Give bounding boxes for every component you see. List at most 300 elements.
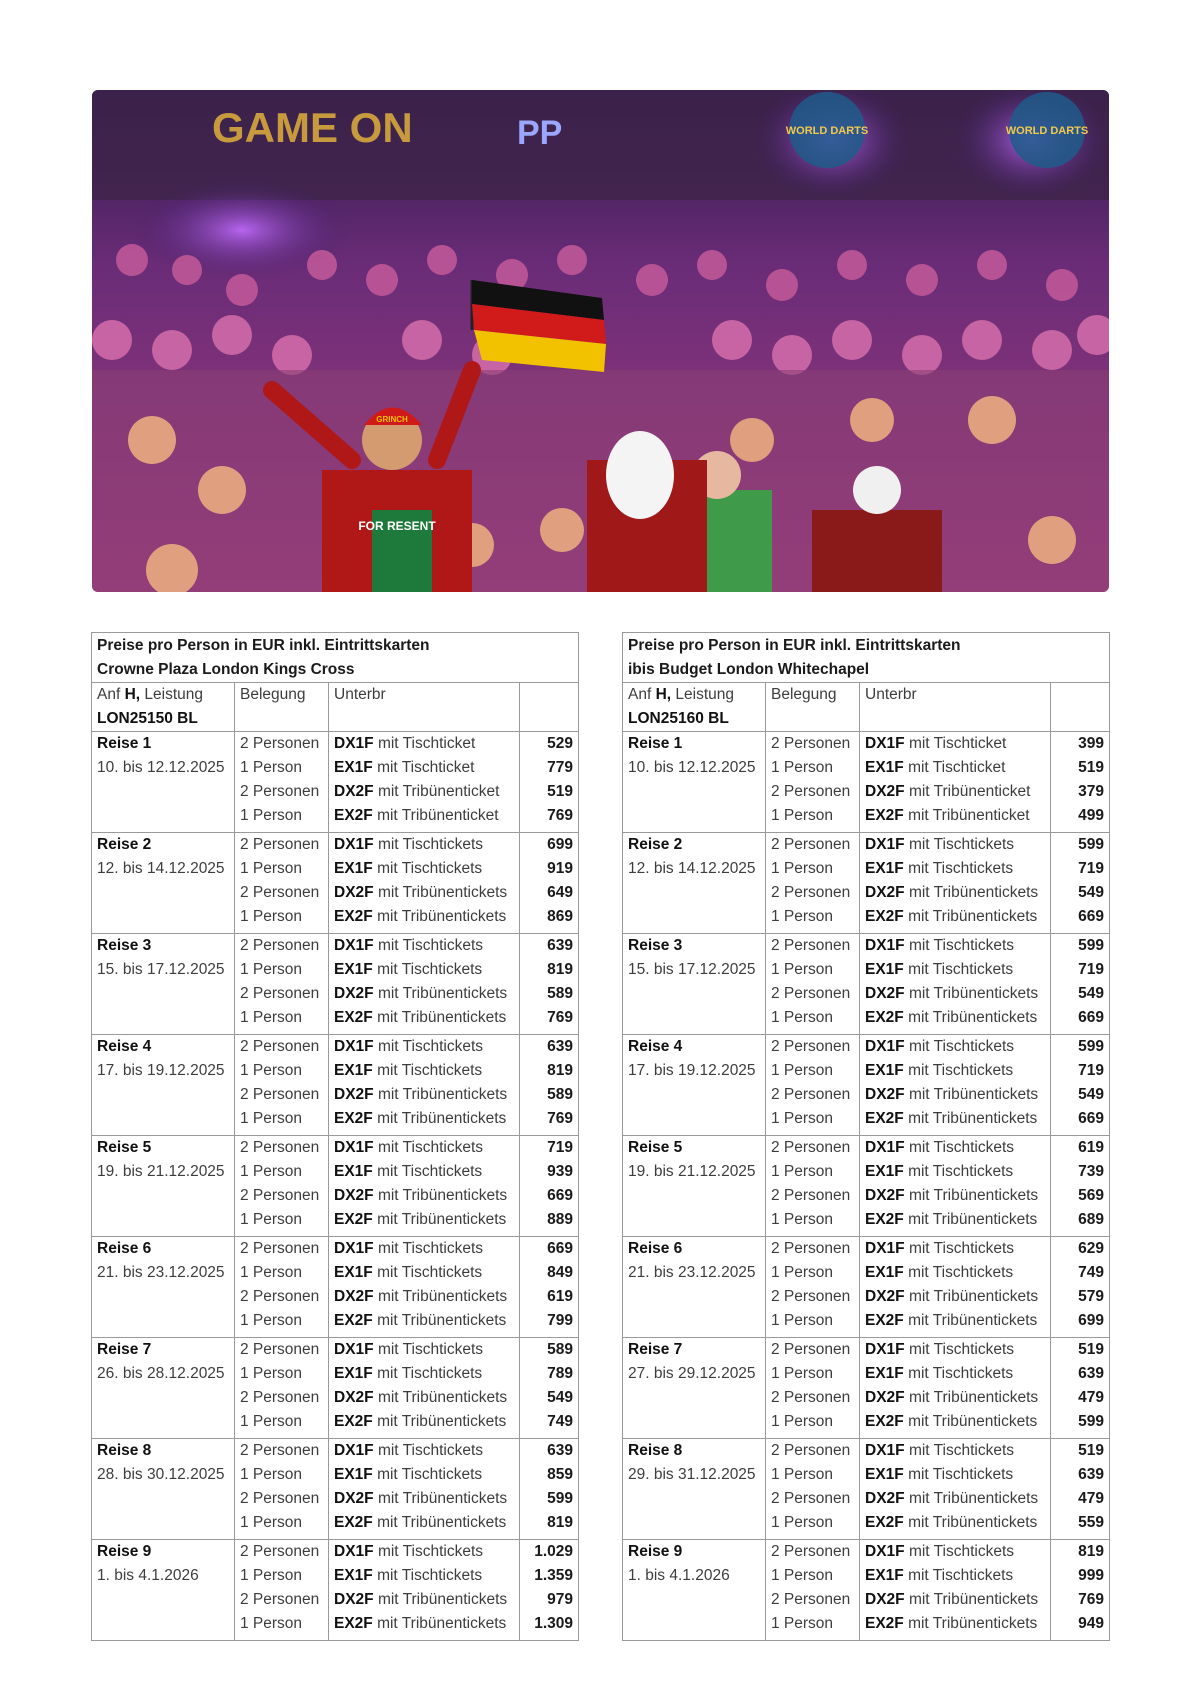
service-line bbox=[865, 1184, 1045, 1208]
price: 949 bbox=[1078, 1615, 1105, 1632]
service-desc: mit Tischtickets bbox=[908, 1341, 1015, 1358]
service-line bbox=[865, 1208, 1045, 1232]
price: 629 bbox=[1078, 1240, 1105, 1257]
occupancy: 1 Person bbox=[240, 1514, 303, 1531]
service-line bbox=[865, 833, 1045, 857]
banner-right-text: WORLD DARTS bbox=[1005, 125, 1089, 137]
service-desc: mit Tribünentickets bbox=[908, 1591, 1039, 1608]
table-title bbox=[623, 633, 1110, 683]
occupancy: 2 Personen bbox=[771, 1240, 851, 1257]
service-line bbox=[334, 833, 514, 857]
price-table-ibis-budget bbox=[622, 632, 1110, 1641]
service-code: DX1F bbox=[865, 1442, 905, 1459]
service-cell bbox=[329, 1035, 520, 1136]
service-desc: mit Tischtickets bbox=[908, 1163, 1014, 1180]
col-price bbox=[520, 683, 579, 732]
price: 719 bbox=[1078, 860, 1105, 877]
trip-dates: 1. bis 4.1.2026 bbox=[628, 1567, 730, 1584]
occupancy: 2 Personen bbox=[771, 836, 851, 853]
service-line bbox=[334, 1511, 514, 1535]
service-line bbox=[865, 1511, 1045, 1535]
trip-block bbox=[92, 833, 579, 934]
price: 549 bbox=[1078, 884, 1105, 901]
price-cell bbox=[520, 833, 579, 934]
service-desc: mit Tischtickets bbox=[377, 937, 484, 954]
service-desc: mit Tischtickets bbox=[377, 860, 483, 877]
occupancy: 2 Personen bbox=[771, 783, 851, 800]
service-desc: mit Tribünentickets bbox=[377, 1086, 508, 1103]
occupancy: 2 Personen bbox=[771, 1442, 851, 1459]
service-code: DX2F bbox=[865, 1591, 905, 1608]
service-desc: mit Tischtickets bbox=[908, 1240, 1015, 1257]
service-line bbox=[334, 1439, 514, 1463]
service-cell bbox=[860, 833, 1051, 934]
service-desc: mit Tischtickets bbox=[908, 937, 1015, 954]
occupancy-cell bbox=[766, 833, 860, 934]
service-line bbox=[334, 905, 514, 929]
service-line bbox=[334, 857, 514, 881]
service-code: DX2F bbox=[865, 1086, 905, 1103]
leistung-label: Leistung bbox=[140, 686, 203, 703]
service-code: DX1F bbox=[865, 735, 905, 752]
occupancy-cell bbox=[766, 1035, 860, 1136]
service-code: DX1F bbox=[334, 1543, 374, 1560]
occupancy-cell bbox=[235, 833, 329, 934]
occupancy: 2 Personen bbox=[240, 985, 320, 1002]
service-desc: mit Tribünentickets bbox=[908, 1211, 1038, 1228]
service-desc: mit Tribünentickets bbox=[377, 884, 508, 901]
service-desc: mit Tribünenticket bbox=[377, 783, 500, 800]
service-line bbox=[334, 1564, 514, 1588]
trip-name: Reise 3 bbox=[628, 937, 683, 954]
occupancy: 2 Personen bbox=[240, 1240, 320, 1257]
service-code: EX1F bbox=[334, 1163, 373, 1180]
service-desc: mit Tribünentickets bbox=[377, 1110, 507, 1127]
hotel-name: Crowne Plaza London Kings Cross bbox=[97, 661, 355, 678]
service-code: EX2F bbox=[334, 1514, 373, 1531]
service-desc: mit Tischtickets bbox=[377, 1264, 483, 1281]
col-price bbox=[1051, 683, 1110, 732]
occupancy: 1 Person bbox=[771, 908, 834, 925]
col-belegung: Belegung bbox=[235, 683, 329, 732]
price: 549 bbox=[547, 1389, 574, 1406]
price: 819 bbox=[547, 1062, 574, 1079]
trip-dates: 19. bis 21.12.2025 bbox=[628, 1163, 756, 1180]
service-code: DX1F bbox=[865, 836, 905, 853]
trip-block bbox=[92, 1439, 579, 1540]
service-code: EX2F bbox=[865, 1615, 904, 1632]
price: 639 bbox=[547, 937, 574, 954]
title-line1: Preise pro Person in EUR inkl. Eintrittskarten bbox=[628, 637, 961, 654]
price: 479 bbox=[1078, 1490, 1105, 1507]
occupancy-cell bbox=[766, 1237, 860, 1338]
service-desc: mit Tribünentickets bbox=[377, 1591, 508, 1608]
service-desc: mit Tischtickets bbox=[908, 1543, 1015, 1560]
price: 619 bbox=[1078, 1139, 1105, 1156]
trip-block bbox=[623, 1237, 1110, 1338]
trip-block bbox=[623, 934, 1110, 1035]
service-code: EX1F bbox=[334, 1365, 373, 1382]
occupancy: 1 Person bbox=[771, 1264, 834, 1281]
trip-dates: 12. bis 14.12.2025 bbox=[628, 860, 756, 877]
trip-info bbox=[623, 1035, 766, 1136]
service-line bbox=[865, 1463, 1045, 1487]
service-code: DX1F bbox=[865, 937, 905, 954]
service-cell bbox=[860, 1035, 1051, 1136]
service-desc: mit Tribünentickets bbox=[908, 1514, 1038, 1531]
price: 1.029 bbox=[534, 1543, 574, 1560]
service-desc: mit Tischtickets bbox=[377, 1365, 483, 1382]
occupancy-cell bbox=[235, 1035, 329, 1136]
service-desc: mit Tischtickets bbox=[377, 1442, 484, 1459]
trip-name: Reise 7 bbox=[628, 1341, 683, 1358]
service-desc: mit Tribünentickets bbox=[377, 1312, 507, 1329]
occupancy-cell bbox=[766, 732, 860, 833]
trip-block bbox=[92, 1540, 579, 1641]
service-desc: mit Tribünenticket bbox=[908, 783, 1031, 800]
service-cell bbox=[860, 1540, 1051, 1641]
service-desc: mit Tischtickets bbox=[377, 1139, 484, 1156]
occupancy: 2 Personen bbox=[240, 1389, 320, 1406]
price: 689 bbox=[1078, 1211, 1105, 1228]
service-line bbox=[334, 1463, 514, 1487]
service-cell bbox=[329, 1439, 520, 1540]
service-desc: mit Tischtickets bbox=[908, 961, 1014, 978]
service-line bbox=[334, 804, 514, 828]
occupancy: 2 Personen bbox=[771, 1341, 851, 1358]
service-code: EX1F bbox=[334, 1567, 373, 1584]
occupancy-cell bbox=[235, 934, 329, 1035]
service-desc: mit Tischtickets bbox=[377, 1543, 484, 1560]
occupancy: 1 Person bbox=[771, 1567, 834, 1584]
price: 819 bbox=[547, 961, 574, 978]
price-cell bbox=[1051, 1136, 1110, 1237]
service-code: EX2F bbox=[865, 1514, 904, 1531]
service-code: EX1F bbox=[334, 759, 373, 776]
service-line bbox=[334, 1237, 514, 1261]
price: 559 bbox=[1078, 1514, 1105, 1531]
anf-h: H, bbox=[655, 686, 672, 703]
occupancy: 2 Personen bbox=[240, 735, 320, 752]
sweater-text: FOR RESENT bbox=[358, 519, 436, 533]
occupancy: 1 Person bbox=[771, 1110, 834, 1127]
service-line bbox=[865, 982, 1045, 1006]
service-code: DX2F bbox=[865, 1187, 905, 1204]
trip-dates: 10. bis 12.12.2025 bbox=[628, 759, 756, 776]
service-code: EX2F bbox=[865, 807, 904, 824]
service-code: EX2F bbox=[865, 1211, 904, 1228]
service-desc: mit Tischtickets bbox=[908, 1442, 1015, 1459]
occupancy: 2 Personen bbox=[240, 836, 320, 853]
service-line bbox=[334, 1338, 514, 1362]
trip-dates: 12. bis 14.12.2025 bbox=[97, 860, 225, 877]
price: 639 bbox=[547, 1038, 574, 1055]
service-desc: mit Tribünentickets bbox=[377, 1490, 508, 1507]
trip-info bbox=[92, 1338, 235, 1439]
price: 519 bbox=[1078, 1341, 1105, 1358]
service-code: DX1F bbox=[334, 1038, 374, 1055]
price-table-crowne-plaza bbox=[91, 632, 579, 1641]
service-desc: mit Tribünentickets bbox=[908, 1009, 1038, 1026]
service-line bbox=[334, 1107, 514, 1131]
crowd-illustration bbox=[92, 90, 1109, 592]
price: 499 bbox=[1078, 807, 1105, 824]
anf-label: Anf bbox=[97, 686, 125, 703]
price: 599 bbox=[1078, 937, 1105, 954]
occupancy-cell bbox=[235, 1439, 329, 1540]
trip-block bbox=[92, 934, 579, 1035]
service-desc: mit Tribünentickets bbox=[908, 908, 1038, 925]
service-desc: mit Tischtickets bbox=[908, 1567, 1014, 1584]
service-cell bbox=[860, 1439, 1051, 1540]
trip-dates: 27. bis 29.12.2025 bbox=[628, 1365, 756, 1382]
price: 999 bbox=[1078, 1567, 1105, 1584]
occupancy: 1 Person bbox=[771, 1514, 834, 1531]
service-line bbox=[865, 756, 1045, 780]
occupancy: 1 Person bbox=[240, 1062, 303, 1079]
price-cell bbox=[1051, 1338, 1110, 1439]
trip-rows bbox=[92, 732, 579, 1641]
service-code: EX2F bbox=[334, 1110, 373, 1127]
service-line bbox=[865, 1487, 1045, 1511]
service-desc: mit Tischtickets bbox=[908, 860, 1014, 877]
price: 519 bbox=[547, 783, 574, 800]
occupancy: 2 Personen bbox=[240, 1442, 320, 1459]
service-line bbox=[334, 958, 514, 982]
price: 739 bbox=[1078, 1163, 1105, 1180]
trip-info bbox=[623, 1237, 766, 1338]
service-line bbox=[865, 1612, 1045, 1636]
service-desc: mit Tischtickets bbox=[377, 1341, 484, 1358]
trip-name: Reise 1 bbox=[97, 735, 152, 752]
service-desc: mit Tribünentickets bbox=[377, 1211, 507, 1228]
occupancy: 1 Person bbox=[771, 1413, 834, 1430]
trip-block bbox=[623, 1136, 1110, 1237]
occupancy: 2 Personen bbox=[240, 1543, 320, 1560]
service-line bbox=[334, 756, 514, 780]
trip-info bbox=[623, 1439, 766, 1540]
service-code: EX1F bbox=[865, 1466, 904, 1483]
service-line bbox=[334, 1540, 514, 1564]
trip-dates: 26. bis 28.12.2025 bbox=[97, 1365, 225, 1382]
service-desc: mit Tribünentickets bbox=[908, 1288, 1039, 1305]
occupancy: 2 Personen bbox=[240, 1038, 320, 1055]
service-desc: mit Tribünentickets bbox=[377, 1187, 508, 1204]
service-desc: mit Tribünentickets bbox=[377, 1389, 508, 1406]
occupancy: 2 Personen bbox=[771, 1591, 851, 1608]
trip-name: Reise 9 bbox=[97, 1543, 152, 1560]
occupancy: 2 Personen bbox=[771, 985, 851, 1002]
occupancy: 2 Personen bbox=[771, 1490, 851, 1507]
price-cell bbox=[520, 1439, 579, 1540]
service-code: DX1F bbox=[334, 1341, 374, 1358]
service-cell bbox=[329, 833, 520, 934]
trip-dates: 29. bis 31.12.2025 bbox=[628, 1466, 756, 1483]
service-code: EX1F bbox=[865, 759, 904, 776]
service-cell bbox=[860, 934, 1051, 1035]
service-cell bbox=[860, 1237, 1051, 1338]
occupancy: 2 Personen bbox=[240, 1086, 320, 1103]
service-desc: mit Tribünenticket bbox=[377, 807, 499, 824]
service-code: EX2F bbox=[334, 1413, 373, 1430]
service-desc: mit Tribünentickets bbox=[908, 884, 1039, 901]
price-cell bbox=[520, 1035, 579, 1136]
occupancy: 1 Person bbox=[240, 860, 303, 877]
service-line bbox=[334, 1261, 514, 1285]
occupancy: 1 Person bbox=[771, 759, 834, 776]
service-code: EX2F bbox=[334, 807, 373, 824]
col-anf-leistung bbox=[623, 683, 766, 732]
price: 619 bbox=[547, 1288, 574, 1305]
price: 769 bbox=[547, 1110, 574, 1127]
price: 379 bbox=[1078, 783, 1105, 800]
occupancy-cell bbox=[235, 1237, 329, 1338]
occupancy: 1 Person bbox=[240, 1110, 303, 1127]
service-desc: mit Tischtickets bbox=[377, 1466, 483, 1483]
trip-info bbox=[623, 1540, 766, 1641]
price: 769 bbox=[1078, 1591, 1105, 1608]
occupancy: 1 Person bbox=[240, 1365, 303, 1382]
service-desc: mit Tribünentickets bbox=[908, 1615, 1038, 1632]
price: 719 bbox=[1078, 1062, 1105, 1079]
price: 529 bbox=[547, 735, 574, 752]
trip-info bbox=[92, 1035, 235, 1136]
service-desc: mit Tribünentickets bbox=[908, 1110, 1038, 1127]
service-cell bbox=[860, 732, 1051, 833]
occupancy: 2 Personen bbox=[771, 735, 851, 752]
trip-name: Reise 4 bbox=[628, 1038, 683, 1055]
occupancy: 2 Personen bbox=[240, 1591, 320, 1608]
price: 979 bbox=[547, 1591, 574, 1608]
service-desc: mit Tischtickets bbox=[908, 1365, 1014, 1382]
trip-dates: 19. bis 21.12.2025 bbox=[97, 1163, 225, 1180]
service-desc: mit Tribünentickets bbox=[908, 1413, 1038, 1430]
service-line bbox=[334, 1083, 514, 1107]
service-line bbox=[865, 1107, 1045, 1131]
service-desc: mit Tribünentickets bbox=[908, 1312, 1038, 1329]
col-unterbr: Unterbr bbox=[860, 683, 1051, 732]
price: 599 bbox=[1078, 1413, 1105, 1430]
price: 819 bbox=[1078, 1543, 1105, 1560]
service-line bbox=[334, 1487, 514, 1511]
trip-info bbox=[92, 732, 235, 833]
occupancy: 2 Personen bbox=[240, 1187, 320, 1204]
trip-info bbox=[623, 934, 766, 1035]
occupancy: 1 Person bbox=[771, 1615, 834, 1632]
service-code: EX1F bbox=[865, 1264, 904, 1281]
service-cell bbox=[329, 1338, 520, 1439]
price: 639 bbox=[1078, 1466, 1105, 1483]
occupancy: 1 Person bbox=[240, 1264, 303, 1281]
occupancy: 1 Person bbox=[240, 1413, 303, 1430]
trip-name: Reise 2 bbox=[97, 836, 152, 853]
service-cell bbox=[860, 1338, 1051, 1439]
price: 869 bbox=[547, 908, 574, 925]
price: 569 bbox=[1078, 1187, 1105, 1204]
price: 669 bbox=[547, 1187, 574, 1204]
price: 599 bbox=[547, 1490, 574, 1507]
price-cell bbox=[520, 732, 579, 833]
trip-info bbox=[623, 732, 766, 833]
service-desc: mit Tribünentickets bbox=[377, 985, 508, 1002]
price: 649 bbox=[547, 884, 574, 901]
occupancy-cell bbox=[766, 1136, 860, 1237]
service-desc: mit Tribünentickets bbox=[377, 1615, 507, 1632]
trip-info bbox=[623, 833, 766, 934]
service-desc: mit Tribünentickets bbox=[377, 1288, 508, 1305]
trip-name: Reise 8 bbox=[97, 1442, 152, 1459]
occupancy-cell bbox=[766, 1338, 860, 1439]
service-cell bbox=[860, 1136, 1051, 1237]
service-code: EX2F bbox=[334, 1312, 373, 1329]
service-code: EX1F bbox=[334, 1466, 373, 1483]
service-code: EX1F bbox=[865, 1365, 904, 1382]
occupancy: 2 Personen bbox=[771, 1086, 851, 1103]
service-desc: mit Tischtickets bbox=[908, 1264, 1014, 1281]
price: 789 bbox=[547, 1365, 574, 1382]
service-line bbox=[334, 1059, 514, 1083]
occupancy: 1 Person bbox=[240, 1009, 303, 1026]
service-code: DX2F bbox=[334, 884, 374, 901]
trip-name: Reise 4 bbox=[97, 1038, 152, 1055]
occupancy-cell bbox=[235, 1136, 329, 1237]
service-line bbox=[334, 1285, 514, 1309]
service-line bbox=[865, 780, 1045, 804]
service-line bbox=[334, 934, 514, 958]
service-desc: mit Tischtickets bbox=[377, 1240, 484, 1257]
service-line bbox=[334, 1410, 514, 1434]
occupancy: 2 Personen bbox=[771, 1288, 851, 1305]
service-line bbox=[865, 1006, 1045, 1030]
price-cell bbox=[1051, 1035, 1110, 1136]
trip-name: Reise 3 bbox=[97, 937, 152, 954]
service-cell bbox=[329, 732, 520, 833]
service-code: DX1F bbox=[334, 1240, 374, 1257]
service-line bbox=[334, 732, 514, 756]
occupancy: 2 Personen bbox=[771, 937, 851, 954]
service-desc: mit Tribünenticket bbox=[908, 807, 1030, 824]
service-code: DX2F bbox=[334, 1187, 374, 1204]
trip-block bbox=[92, 1338, 579, 1439]
trip-info bbox=[92, 934, 235, 1035]
service-code: EX2F bbox=[865, 1009, 904, 1026]
service-code: DX1F bbox=[334, 1442, 374, 1459]
service-code: DX1F bbox=[334, 735, 374, 752]
occupancy: 1 Person bbox=[240, 1211, 303, 1228]
occupancy: 1 Person bbox=[240, 1615, 303, 1632]
price: 599 bbox=[1078, 1038, 1105, 1055]
occupancy: 2 Personen bbox=[240, 783, 320, 800]
price: 669 bbox=[1078, 1110, 1105, 1127]
price: 799 bbox=[547, 1312, 574, 1329]
service-line bbox=[334, 1006, 514, 1030]
service-line bbox=[334, 1309, 514, 1333]
service-desc: mit Tischtickets bbox=[377, 1062, 483, 1079]
occupancy: 1 Person bbox=[771, 807, 834, 824]
service-line bbox=[334, 1184, 514, 1208]
trip-block bbox=[92, 732, 579, 833]
service-line bbox=[865, 1564, 1045, 1588]
col-anf-leistung bbox=[92, 683, 235, 732]
occupancy: 2 Personen bbox=[771, 1389, 851, 1406]
trip-code: LON25160 BL bbox=[628, 710, 729, 727]
trip-name: Reise 6 bbox=[628, 1240, 683, 1257]
price-cell bbox=[1051, 1540, 1110, 1641]
price: 1.309 bbox=[534, 1615, 574, 1632]
price: 519 bbox=[1078, 759, 1105, 776]
service-code: DX2F bbox=[334, 1591, 374, 1608]
service-desc: mit Tribünentickets bbox=[908, 1086, 1039, 1103]
